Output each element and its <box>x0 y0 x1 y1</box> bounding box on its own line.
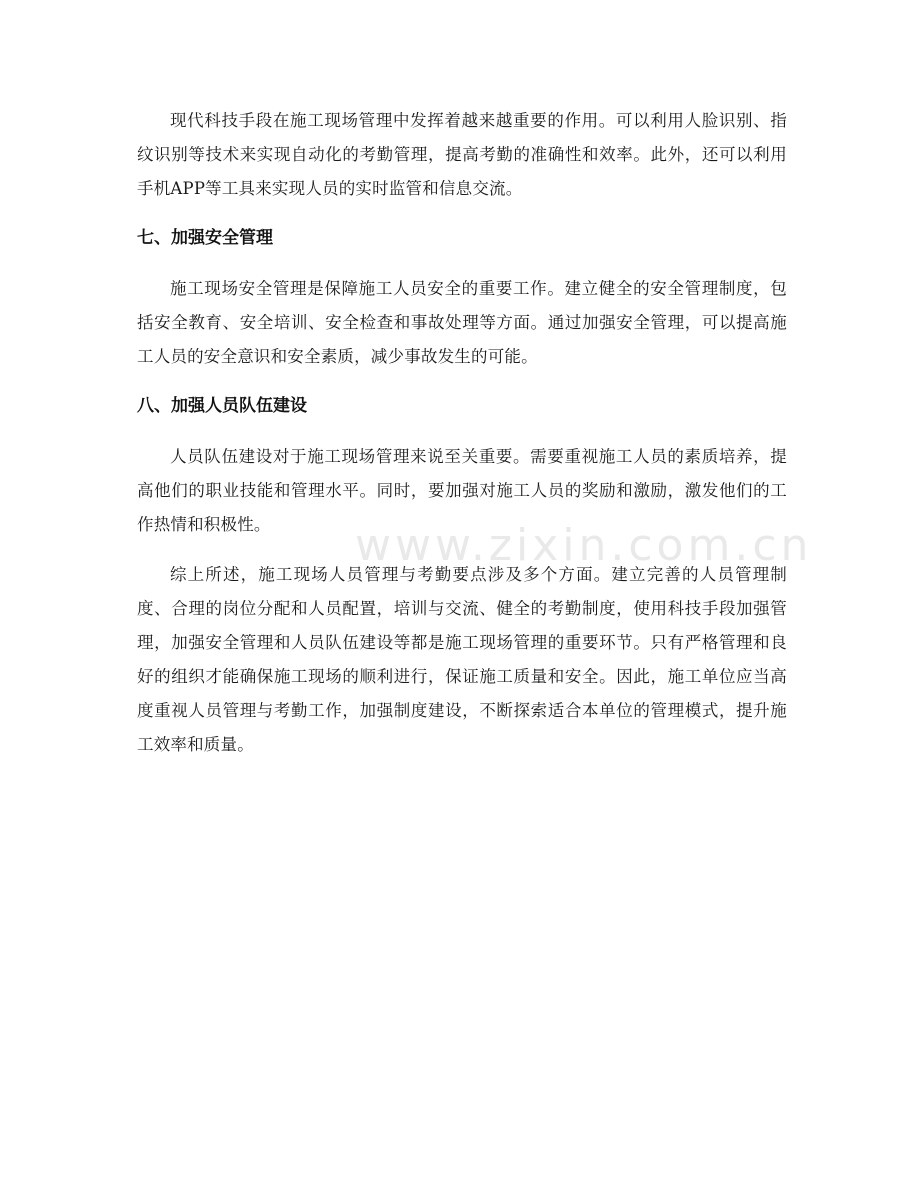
paragraph-conclusion: 综上所述，施工现场人员管理与考勤要点涉及多个方面。建立完善的人员管理制度、合理的岗位分配和人员配置，培训与交流、健全的考勤制度，使用科技手段加强管理，加强安全管理和人员队伍建设等都是施工现场管理的重要环节。只有严格管理和良好的组织才能确保施工现场的顺利进行，保证施工质量和安全。因此，施工单位应当高度重视人员管理与考勤工作，加强制度建设，不断探索适合本单位的管理模式，提升施工效率和质量。 <box>137 565 787 754</box>
paragraph-team-building: 人员队伍建设对于施工现场管理来说至关重要。需要重视施工人员的素质培养，提高他们的职业技能和管理水平。同时，要加强对施工人员的奖励和激励，激发他们的工作热情和积极性。 <box>137 447 787 534</box>
watermark: www.zixin.com.cn <box>355 520 813 571</box>
paragraph-tech-attendance: 现代科技手段在施工现场管理中发挥着越来越重要的作用。可以利用人脸识别、指纹识别等技术来实现自动化的考勤管理，提高考勤的准确性和效率。此外，还可以利用手机APP等工具来实现人员的实时监管和信息交流。 <box>137 111 787 198</box>
document-body <box>137 104 787 762</box>
section-heading-team-building: 八、加强人员队伍建设 <box>137 396 307 416</box>
section-heading-safety: 七、加强安全管理 <box>137 228 273 248</box>
paragraph-safety-management: 施工现场安全管理是保障施工人员安全的重要工作。建立健全的安全管理制度，包括安全教育、安全培训、安全检查和事故处理等方面。通过加强安全管理，可以提高施工人员的安全意识和安全素质，减少事故发生的可能。 <box>137 279 787 366</box>
